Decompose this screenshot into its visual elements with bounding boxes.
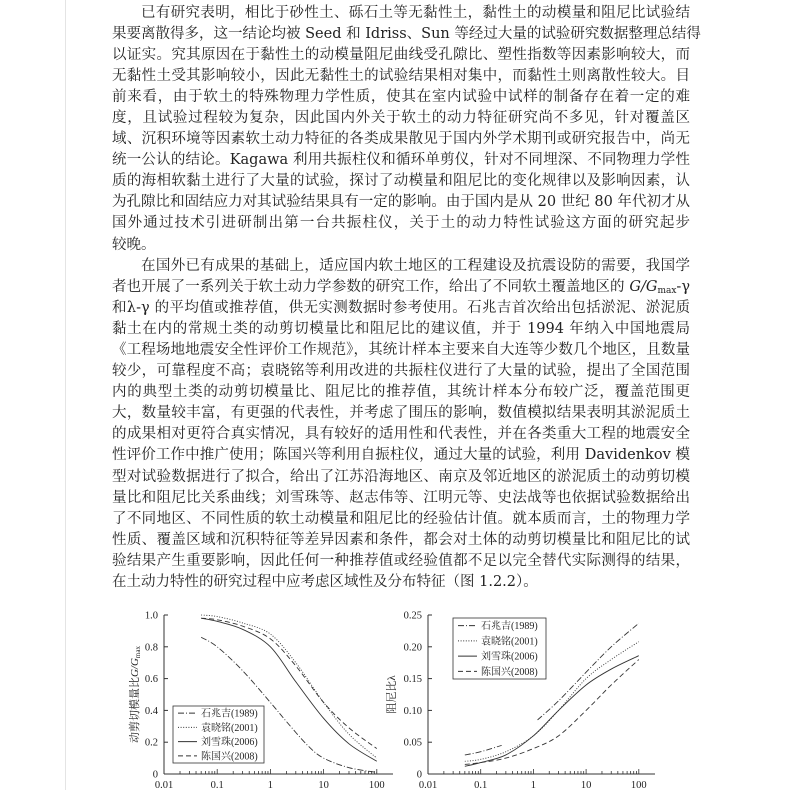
text-line: 已有研究表明，相比于砂性土、砾石土等无黏性土，黏性土的动模量和阻尼比试验结 [141, 4, 690, 21]
text-line: 量比和阻尼比关系曲线；刘雪珠等、赵志伟等、江明元等、史法战等也依据试验数据给出 [112, 489, 690, 506]
text-line: 验结果产生重要影响，因此任何一种推荐值或经验值都不足以完全替代实际测得的结果， [112, 552, 690, 569]
legend-label: 刘雪珠(2006) [201, 737, 258, 749]
y-axis-title-main: 阻尼比λ [386, 675, 398, 714]
text-line: 较少，可靠程度不高；袁晓铭等利用改进的共振柱仪进行了大量的试验，提出了全国范围 [112, 363, 690, 380]
text-line: 性质、覆盖区域和沉积特征等差异因素和条件，都会对土体的动剪切模量比和阻尼比的试 [112, 531, 690, 548]
chart-0 [127, 611, 393, 790]
x-tick-label: 10 [318, 780, 329, 790]
x-tick-label: 0.1 [210, 780, 224, 790]
text-line: 性评价工作中推广使用；陈国兴等利用自振柱仪，通过大量的试验，利用 Davidenkov 模 [112, 447, 690, 464]
text-line: 《工程场地地震安全性评价工作规范》，其统计样本主要来自大连等少数几个地区，且数量 [112, 342, 690, 358]
x-tick-label: 0.1 [474, 780, 488, 790]
x-tick-label: 10 [580, 780, 592, 790]
x-tick-label: 100 [630, 780, 647, 790]
legend-label: 陈国兴(2008) [201, 751, 258, 763]
text-line: 为孔隙比和固结应力对其试验结果具有一定的影响。由于国内是从 20 世纪 80 年代初才从 [112, 194, 690, 211]
text-line: 前来看，由于软土的特殊物理力学性质，使其在室内试验中试样的制备存在着一定的难 [112, 88, 690, 105]
body-text [112, 3, 701, 594]
y-axis-title [384, 675, 398, 714]
text-line: 了不同地区、不同性质的软土动模量和阻尼比的经验估计值。就本质而言，土的物理力学 [112, 510, 690, 527]
y-axis-title [127, 646, 142, 744]
text-line: 无黏性土受其影响较小，因此无黏性土的试验结果相对集中，而黏性土则离散性较大。目 [112, 67, 690, 84]
y-axis-title-sub: max [134, 645, 142, 659]
text-line [112, 277, 690, 298]
text-line: 统一公认的结论。Kagawa 利用共振柱仪和循环单剪仪，针对不同埋深、不同物理力学性 [112, 152, 690, 169]
figure-1-2-2 [0, 600, 790, 790]
legend-label: 石兆吉(1989) [201, 708, 258, 720]
text-line: 的成果相对更符合真实情况，具有较好的适用性和代表性，并在各类重大工程的地震安全 [112, 426, 690, 443]
chart-1 [384, 611, 655, 790]
y-tick-label: 0.25 [403, 610, 422, 622]
text-line: 在国外已有成果的基础上，适应国内软土地区的工程建设及抗震设防的需要，我国学 [141, 257, 690, 274]
y-tick-label: 0.05 [403, 737, 422, 749]
x-tick-label: 1 [530, 780, 537, 790]
text-line: 黏土在内的常规土类的动剪切模量比和阻尼比的建议值，并于 1994 年纳入中国地震局 [112, 320, 690, 337]
legend-label: 陈国兴(2008) [481, 666, 538, 678]
y-tick-label: 0.6 [144, 674, 158, 686]
y-tick-label: 1.0 [144, 610, 158, 622]
y-tick-label: 0.20 [403, 642, 422, 654]
text-line: 和λ-γ 的平均值或推荐值，供无实测数据时参考使用。石兆吉首次给出包括淤泥、淤泥质 [112, 299, 690, 316]
legend-label: 石兆吉(1989) [481, 621, 538, 633]
y-axis-title-main: 动剪切模量比 [129, 677, 141, 744]
text-line: 以证实。究其原因在于黏性土的动模量阻尼曲线受孔隙比、塑性指数等因素影响较大，而 [112, 46, 690, 63]
x-tick-label: 0.01 [418, 780, 438, 790]
text-line: 果要离散得多，这一结论均被 Seed 和 Idriss、Sun 等经过大量的试验研究数据整理总结得 [112, 25, 701, 42]
x-tick-label: 1 [267, 780, 274, 790]
y-tick-label: 0.8 [144, 642, 158, 654]
y-axis-title-var: G/G [129, 658, 141, 678]
series-line-0 [465, 745, 502, 755]
text-line: 在土动力特性的研究过程中应考虑区域性及分布特征（图 1.2.2）。 [112, 574, 538, 591]
y-tick-label: 0.10 [403, 705, 422, 717]
y-tick-label: 0 [152, 769, 158, 781]
legend-label: 袁晓铭(2001) [201, 722, 258, 734]
text-line: 域、沉积环境等因素软土动力特征的各类成果散见于国内外学术期刊或研究报告中，尚无 [112, 131, 690, 148]
text-line: 型对试验数据进行了拟合，给出了江苏沿海地区、南京及邻近地区的淤泥质土的动剪切模 [112, 468, 690, 485]
text-line: 较晚。 [112, 236, 156, 253]
legend-label: 刘雪珠(2006) [481, 651, 538, 663]
x-tick-label: 0.01 [154, 780, 174, 790]
text-line: 质的海相软黏土进行了大量的试验，探讨了动模量和阻尼比的变化规律以及影响因素，认 [112, 173, 690, 190]
y-tick-label: 0.2 [144, 737, 158, 749]
text-var: G/G [629, 278, 658, 295]
text-line: 内的典型土类的动剪切模量比、阻尼比的推荐值，其统计样本分布较广泛，覆盖范围更 [112, 384, 690, 401]
text-line: 大，数量较丰富，有更强的代表性，并考虑了围压的影响，数值模拟结果表明其淤泥质土 [112, 405, 690, 422]
y-tick-label: 0.4 [144, 705, 158, 717]
text-line: 度，且试验过程较为复杂，因此国内外关于软土的动力特征研究尚不多见，针对覆盖区 [112, 109, 690, 126]
text-pre: 者也开展了一系列关于软土动力学参数的研究工作，给出了不同软土覆盖地区的 [112, 278, 630, 295]
text-sub: max [657, 285, 677, 296]
legend-label: 袁晓铭(2001) [481, 636, 538, 648]
y-tick-label: 0.15 [403, 674, 422, 686]
x-tick-label: 100 [368, 780, 385, 790]
y-tick-label: 0 [416, 769, 422, 781]
series-line-0 [538, 623, 639, 720]
text-line: 国外通过技术引进研制出第一台共振柱仪，关于土的动力特性试验这方面的研究起步 [112, 215, 690, 232]
text-post: -γ [676, 278, 690, 295]
